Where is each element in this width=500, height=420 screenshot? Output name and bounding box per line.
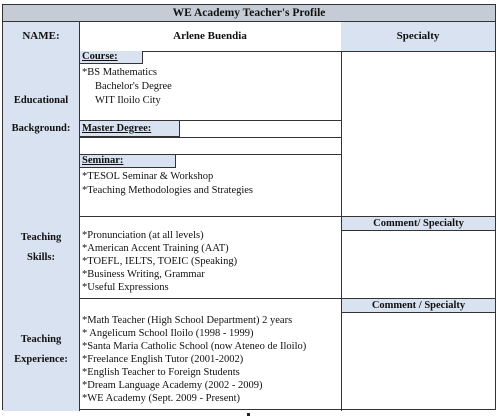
column-divider [341, 51, 342, 411]
profile-table [2, 4, 496, 410]
seminar-line: *TESOL Seminar & Workshop [82, 171, 214, 182]
name-value-cell [79, 22, 342, 52]
specialty-header: Specialty [396, 30, 440, 42]
specialty-header-cell [341, 22, 495, 52]
skill-line: *Pronunciation (at all levels) [82, 230, 204, 241]
skills-label-line1: Teaching [20, 232, 62, 243]
seminar-line: *Teaching Methodologies and Strategies [82, 185, 254, 196]
experience-label-line1: Teaching [20, 334, 62, 345]
master-degree-heading: Master Degree: [80, 121, 180, 137]
experience-line: *Freelance English Tutor (2001-2002) [82, 354, 244, 365]
experience-line: *WE Academy (Sept. 2009 - Present) [82, 393, 241, 404]
education-label-line2: Background: [11, 123, 71, 134]
experience-line: *Santa Maria Catholic School (now Ateneo de Iloilo) [82, 341, 307, 352]
profile-title: WE Academy Teacher's Profile [3, 5, 495, 22]
name-label: NAME: [22, 30, 60, 42]
skills-label-line2: Skills: [26, 252, 55, 263]
experience-label-line2: Experience: [14, 354, 68, 365]
course-heading: Course: [80, 51, 143, 64]
experience-line: *Math Teacher (High School Department) 2 years [82, 315, 293, 326]
experience-label-cell [3, 298, 80, 411]
experience-comment-header: Comment / Specialty [342, 299, 495, 313]
education-label-cell [3, 51, 80, 217]
skill-line: *TOEFL, IELTS, TOEIC (Speaking) [82, 256, 238, 267]
seminar-heading: Seminar: [80, 155, 176, 168]
name-value: Arlene Buendia [173, 30, 247, 42]
education-label-line1: Educational [13, 95, 69, 106]
skills-comment-header: Comment/ Specialty [342, 217, 495, 231]
experience-line: *English Teacher to Foreign Students [82, 367, 240, 378]
course-line: *BS Mathematics [82, 67, 157, 78]
stray-mark [247, 413, 250, 416]
course-line: WIT Iloilo City [95, 95, 161, 106]
divider [80, 137, 342, 138]
course-line: Bachelor's Degree [95, 81, 172, 92]
skills-label-cell [3, 216, 80, 299]
experience-line: *Dream Language Academy (2002 - 2009) [82, 380, 263, 391]
skill-line: *Business Writing, Grammar [82, 269, 205, 280]
skill-line: *Useful Expressions [82, 282, 169, 293]
experience-line: * Angelicum School Iloilo (1998 - 1999) [82, 328, 254, 339]
name-label-cell [3, 22, 80, 52]
skill-line: *American Accent Training (AAT) [82, 243, 229, 254]
